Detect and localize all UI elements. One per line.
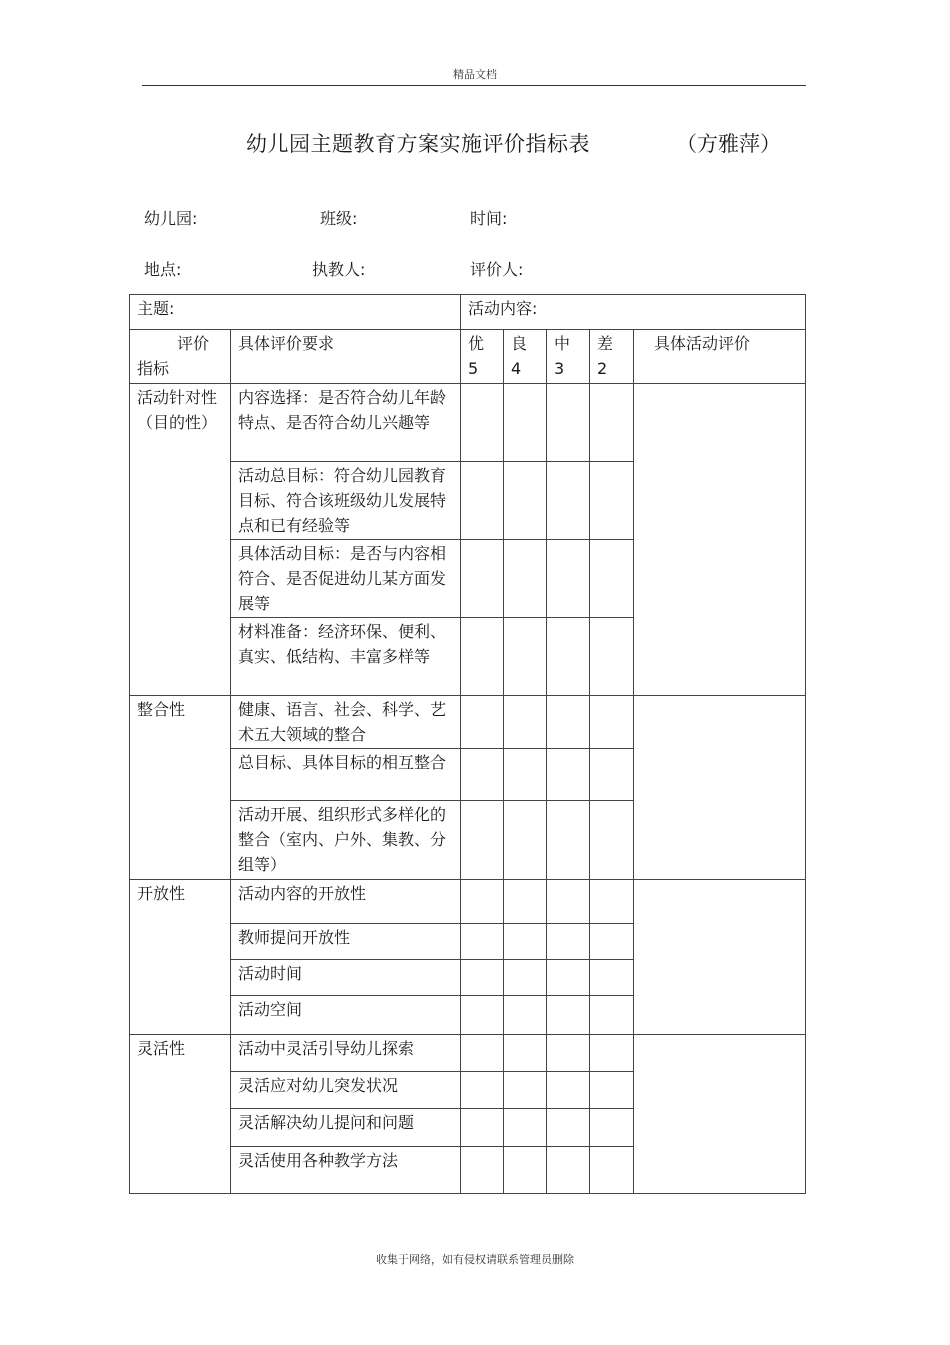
score-cell[interactable] [590, 960, 634, 996]
score-cell[interactable] [461, 801, 504, 880]
score-cell[interactable] [504, 924, 547, 960]
indicator-header [130, 330, 231, 384]
score-cell[interactable] [504, 462, 547, 540]
score-cell[interactable] [590, 749, 634, 801]
score-cell[interactable] [590, 618, 634, 696]
indicator-header-line1: 评价 [177, 334, 210, 353]
score-cell[interactable] [547, 1072, 590, 1109]
score-cell[interactable] [461, 618, 504, 696]
score-cell[interactable] [504, 960, 547, 996]
requirement-text: 材料准备：经济环保、便利、真实、低结构、丰富多样等 [238, 622, 447, 666]
requirement-text: 灵活解决幼儿提问和问题 [238, 1113, 415, 1132]
requirement-cell [231, 1072, 461, 1109]
requirements-header [231, 330, 461, 384]
score-label: 良 [511, 334, 528, 353]
score-cell[interactable] [590, 462, 634, 540]
requirement-cell [231, 1035, 461, 1072]
theme-cell [130, 295, 461, 330]
score-cell[interactable] [504, 1109, 547, 1147]
score-cell[interactable] [547, 540, 590, 618]
page-header: 精品文档 [453, 68, 497, 81]
score-cell[interactable] [461, 1035, 504, 1072]
document-author: （方雅萍） [676, 132, 781, 156]
score-cell[interactable] [547, 996, 590, 1035]
score-cell[interactable] [461, 960, 504, 996]
requirement-text: 具体活动目标：是否与内容相符合、是否促进幼儿某方面发展等 [238, 544, 447, 613]
requirement-cell [231, 960, 461, 996]
comment-header [634, 330, 806, 384]
score-cell[interactable] [547, 749, 590, 801]
score-value: 2 [597, 359, 608, 378]
requirement-cell [231, 1147, 461, 1194]
score-cell[interactable] [461, 384, 504, 462]
score-cell[interactable] [461, 996, 504, 1035]
field-teacher: 执教人: [312, 260, 366, 279]
score-label: 优 [468, 334, 485, 353]
score-cell[interactable] [547, 880, 590, 924]
score-cell[interactable] [504, 1147, 547, 1194]
score-cell[interactable] [504, 540, 547, 618]
score-cell[interactable] [461, 540, 504, 618]
score-cell[interactable] [590, 924, 634, 960]
score-cell[interactable] [461, 880, 504, 924]
score-cell[interactable] [504, 996, 547, 1035]
field-location: 地点: [144, 260, 182, 279]
score-cell[interactable] [547, 696, 590, 749]
comment-cell[interactable] [634, 696, 806, 880]
score-cell[interactable] [590, 1147, 634, 1194]
score-cell[interactable] [504, 880, 547, 924]
score-cell[interactable] [590, 1035, 634, 1072]
score-header-average [547, 330, 590, 384]
score-cell[interactable] [461, 1147, 504, 1194]
requirement-cell [231, 880, 461, 924]
theme-label: 主题: [137, 299, 175, 318]
score-cell[interactable] [504, 696, 547, 749]
score-label: 中 [554, 334, 571, 353]
category-label: 灵活性 [137, 1039, 186, 1058]
score-cell[interactable] [590, 696, 634, 749]
table-row [130, 880, 806, 924]
category-cell-openness [130, 880, 231, 1035]
requirement-text: 活动内容的开放性 [238, 884, 367, 903]
requirement-cell [231, 462, 461, 540]
score-header-excellent [461, 330, 504, 384]
category-label: 活动针对性（目的性） [137, 388, 218, 432]
score-cell[interactable] [590, 540, 634, 618]
requirement-text: 教师提问开放性 [238, 928, 351, 947]
requirement-text: 总目标、具体目标的相互整合 [238, 753, 447, 772]
page-footer: 收集于网络，如有侵权请联系管理员删除 [376, 1253, 574, 1266]
score-cell[interactable] [461, 1072, 504, 1109]
category-label: 整合性 [137, 700, 186, 719]
score-value: 4 [511, 359, 522, 378]
category-cell-targeting [130, 384, 231, 696]
table-row [130, 696, 806, 749]
field-evaluator: 评价人: [470, 260, 524, 279]
requirement-cell [231, 1109, 461, 1147]
requirement-text: 内容选择：是否符合幼儿年龄特点、是否符合幼儿兴趣等 [238, 388, 447, 432]
score-label: 差 [597, 334, 614, 353]
score-cell[interactable] [547, 384, 590, 462]
score-cell[interactable] [590, 996, 634, 1035]
comment-header-label: 具体活动评价 [654, 334, 751, 353]
score-header-poor [590, 330, 634, 384]
requirement-cell [231, 384, 461, 462]
score-cell[interactable] [504, 384, 547, 462]
score-cell[interactable] [504, 801, 547, 880]
requirement-cell [231, 801, 461, 880]
requirement-cell [231, 696, 461, 749]
requirement-text: 健康、语言、社会、科学、艺术五大领域的整合 [238, 700, 447, 744]
score-cell[interactable] [461, 1109, 504, 1147]
comment-cell[interactable] [634, 1035, 806, 1194]
score-cell[interactable] [547, 618, 590, 696]
score-cell[interactable] [547, 801, 590, 880]
indicator-header-line2: 指标 [137, 359, 170, 378]
category-cell-flexibility [130, 1035, 231, 1194]
score-cell[interactable] [504, 1035, 547, 1072]
requirement-text: 活动时间 [238, 964, 303, 983]
score-cell[interactable] [461, 696, 504, 749]
requirement-text: 灵活使用各种教学方法 [238, 1151, 399, 1170]
score-cell[interactable] [547, 924, 590, 960]
requirement-cell [231, 996, 461, 1035]
category-label: 开放性 [137, 884, 186, 903]
score-cell[interactable] [547, 960, 590, 996]
field-class: 班级: [320, 209, 358, 228]
header-rule [142, 85, 806, 86]
score-value: 5 [468, 359, 479, 378]
evaluation-table [129, 294, 806, 1194]
score-cell[interactable] [461, 924, 504, 960]
requirement-cell [231, 540, 461, 618]
table-row [130, 384, 806, 462]
requirement-text: 灵活应对幼儿突发状况 [238, 1076, 399, 1095]
requirement-text: 活动开展、组织形式多样化的整合（室内、户外、集教、分组等） [238, 805, 447, 874]
score-cell[interactable] [547, 1035, 590, 1072]
score-cell[interactable] [461, 749, 504, 801]
score-cell[interactable] [590, 880, 634, 924]
requirement-cell [231, 618, 461, 696]
score-cell[interactable] [590, 801, 634, 880]
score-value: 3 [554, 359, 565, 378]
document-title: 幼儿园主题教育方案实施评价指标表 [246, 132, 590, 156]
table-top-row [130, 295, 806, 330]
field-kindergarten: 幼儿园: [144, 209, 198, 228]
score-cell[interactable] [590, 1072, 634, 1109]
comment-cell[interactable] [634, 384, 806, 696]
requirement-text: 活动总目标：符合幼儿园教育目标、符合该班级幼儿发展特点和已有经验等 [238, 466, 447, 535]
table-row [130, 1035, 806, 1072]
requirements-header-label: 具体评价要求 [238, 334, 335, 353]
score-cell[interactable] [590, 1109, 634, 1147]
requirement-cell [231, 924, 461, 960]
score-cell[interactable] [461, 462, 504, 540]
activity-content-cell [461, 295, 806, 330]
table-header-row [130, 330, 806, 384]
comment-cell[interactable] [634, 880, 806, 1035]
activity-content-label: 活动内容: [468, 299, 538, 318]
requirement-text: 活动中灵活引导幼儿探索 [238, 1039, 415, 1058]
score-header-good [504, 330, 547, 384]
score-cell[interactable] [504, 749, 547, 801]
score-cell[interactable] [547, 462, 590, 540]
score-cell[interactable] [547, 1147, 590, 1194]
score-cell[interactable] [504, 618, 547, 696]
requirement-cell [231, 749, 461, 801]
field-time: 时间: [470, 209, 508, 228]
category-cell-integration [130, 696, 231, 880]
score-cell[interactable] [590, 384, 634, 462]
requirement-text: 活动空间 [238, 1000, 303, 1019]
score-cell[interactable] [504, 1072, 547, 1109]
score-cell[interactable] [547, 1109, 590, 1147]
